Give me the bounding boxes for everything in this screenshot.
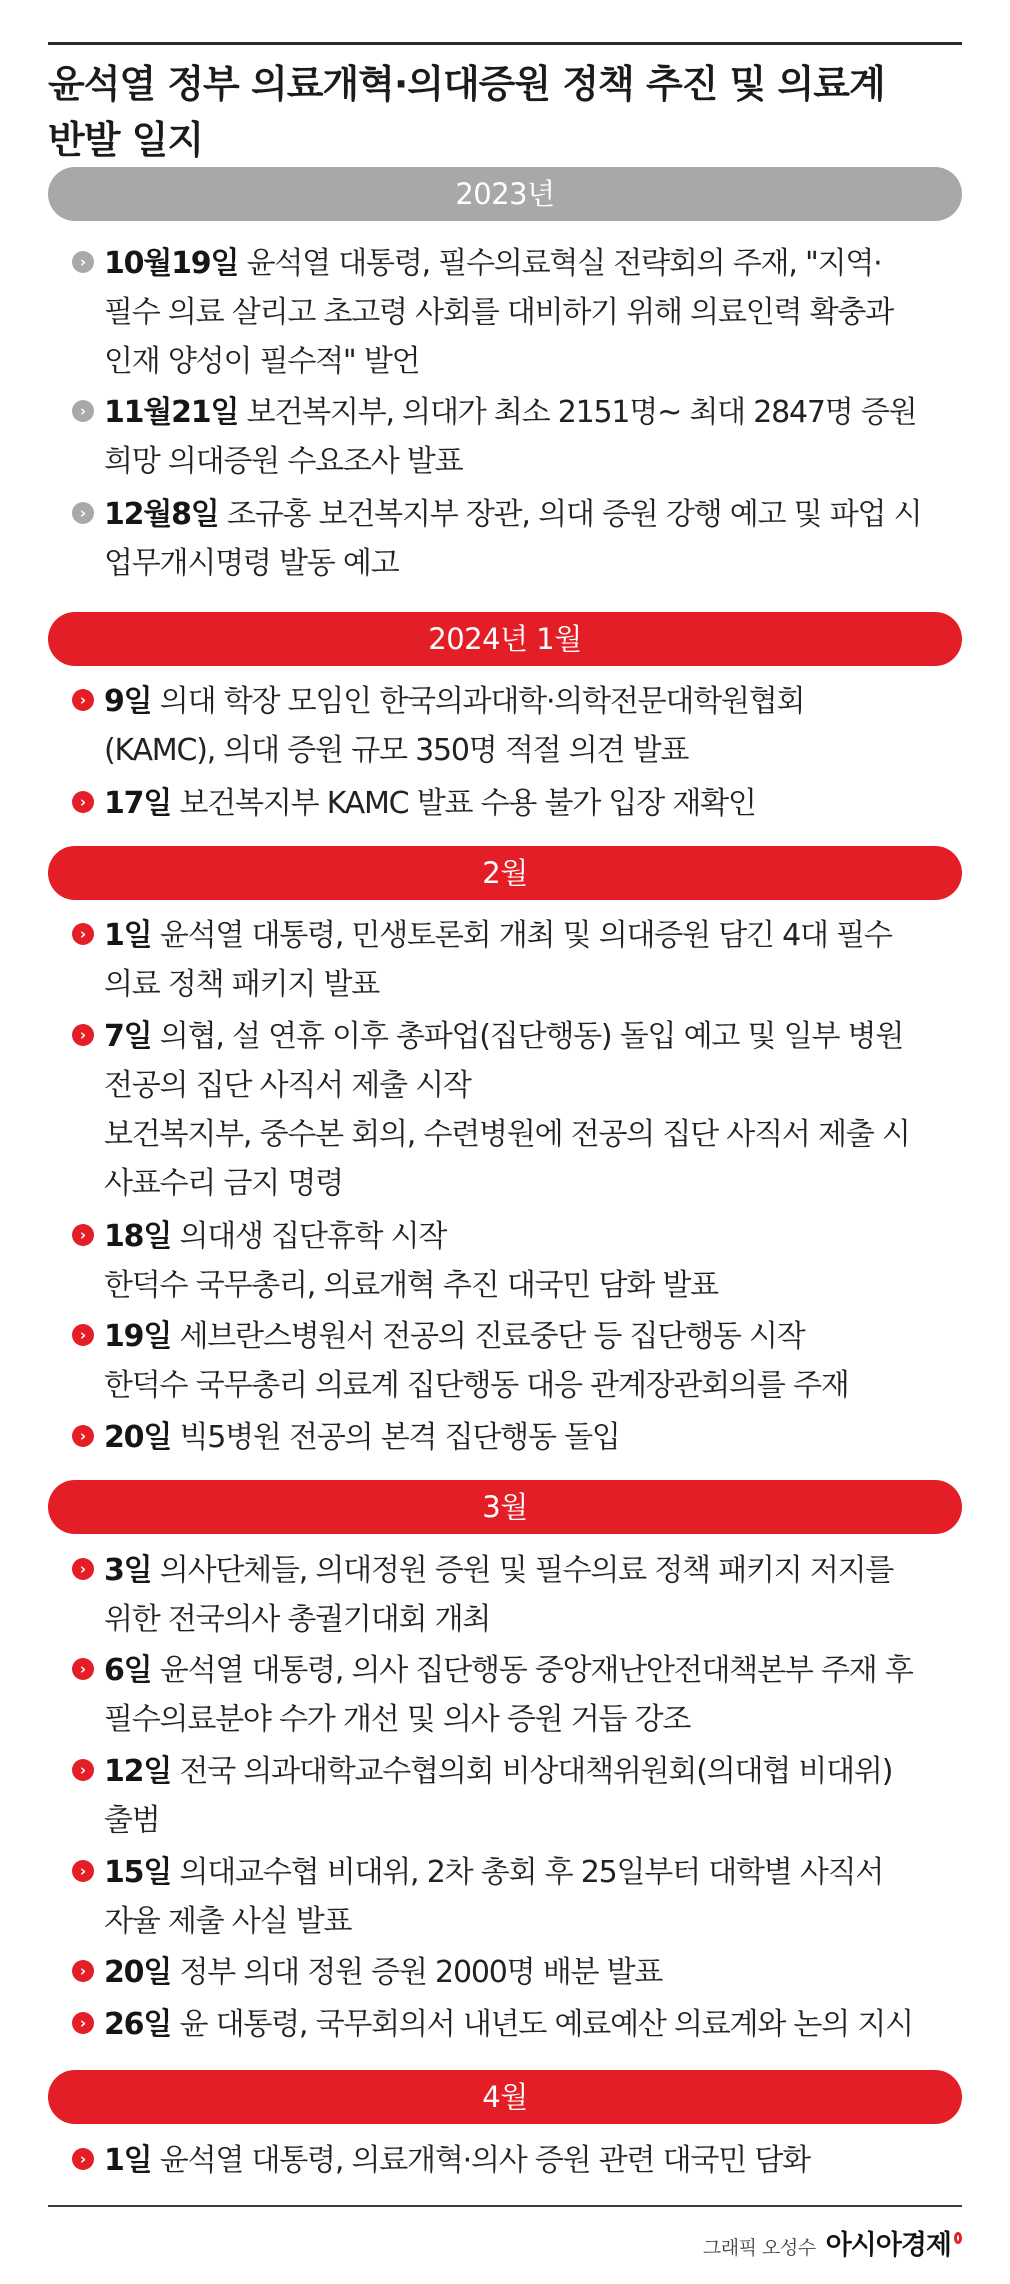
timeline-item: [72, 239, 962, 386]
chevron-bullet-icon: ›: [72, 400, 94, 422]
timeline-item: [72, 1747, 962, 1845]
chevron-bullet-icon: ›: [72, 1324, 94, 1346]
timeline-item: [72, 1413, 962, 1462]
publisher-brand: 아시아경제: [825, 2230, 951, 2261]
item-text-line: 정부 의대 정원 증원 2000명 배분 발표: [171, 1955, 663, 1990]
timeline-item: [72, 2000, 962, 2049]
item-text-line: 세브란스병원서 전공의 진료중단 등 집단행동 시작: [171, 1319, 805, 1354]
item-date: 12월8일: [104, 497, 219, 532]
graphic-credit: [703, 2226, 962, 2268]
item-text-line: 빅5병원 전공의 본격 집단행동 돌입: [171, 1420, 620, 1455]
chevron-bullet-icon: ›: [72, 1224, 94, 1246]
timeline-item: [72, 1646, 962, 1744]
item-date: 12일: [104, 1754, 172, 1789]
timeline-item: [72, 1948, 962, 1997]
item-text-line: 보건복지부, 중수본 회의, 수련병원에 전공의 집단 사직서 제출 시: [104, 1117, 910, 1152]
chevron-bullet-icon: ›: [72, 689, 94, 711]
section-header-2024-january: 2024년 1월: [48, 612, 962, 666]
item-date: 6일: [104, 1653, 152, 1688]
item-date: 1일: [104, 918, 152, 953]
timeline-item: [72, 2136, 962, 2185]
item-text-line: 업무개시명령 발동 예고: [104, 546, 399, 581]
section-header-2023: 2023년: [48, 167, 962, 221]
timeline-item: [72, 779, 962, 828]
section-header-april: 4월: [48, 2070, 962, 2124]
item-text-line: 희망 의대증원 수요조사 발표: [104, 444, 463, 479]
item-text-line: 의료 정책 패키지 발표: [104, 967, 380, 1002]
brand-mark-icon: [954, 2232, 962, 2244]
credit-text: 그래픽 오성수: [702, 2237, 816, 2259]
top-divider: [48, 42, 962, 45]
title-line-2: 반발 일지: [48, 118, 204, 162]
item-text-line: 의대생 집단휴학 시작: [171, 1219, 447, 1254]
item-text-line: 전공의 집단 사직서 제출 시작: [104, 1068, 471, 1103]
chevron-bullet-icon: ›: [72, 1024, 94, 1046]
item-text-line: 조규홍 보건복지부 장관, 의대 증원 강행 예고 및 파업 시: [218, 497, 922, 532]
timeline-item: [72, 1312, 962, 1410]
item-date: 3일: [104, 1553, 152, 1588]
bottom-divider: [48, 2205, 962, 2207]
item-text-line: 의사단체들, 의대정원 증원 및 필수의료 정책 패키지 저지를: [151, 1553, 894, 1588]
item-text-line: 위한 전국의사 총궐기대회 개최: [104, 1602, 491, 1637]
chevron-bullet-icon: ›: [72, 1759, 94, 1781]
item-text-line: 윤석열 대통령, 의료개혁·의사 증원 관련 대국민 담화: [151, 2143, 810, 2178]
item-text-line: 필수의료분야 수가 개선 및 의사 증원 거듭 강조: [104, 1702, 691, 1737]
item-date: 17일: [104, 786, 172, 821]
chevron-bullet-icon: ›: [72, 502, 94, 524]
timeline-item: [72, 677, 962, 775]
item-date: 7일: [104, 1019, 152, 1054]
item-text-line: 윤 대통령, 국무회의서 내년도 예료예산 의료계와 논의 지시: [171, 2007, 913, 2042]
timeline-item: [72, 1212, 962, 1310]
timeline-item: [72, 1012, 962, 1208]
item-text-line: 의협, 설 연휴 이후 총파업(집단행동) 돌입 예고 및 일부 병원: [151, 1019, 904, 1054]
section-header-march: 3월: [48, 1480, 962, 1534]
item-date: 10월19일: [104, 246, 239, 281]
item-date: 26일: [104, 2007, 172, 2042]
item-date: 9일: [104, 684, 152, 719]
item-text-line: 의대 학장 모임인 한국의과대학·의학전문대학원협회: [151, 684, 805, 719]
chevron-bullet-icon: ›: [72, 2012, 94, 2034]
item-text-line: 윤석열 대통령, 의사 집단행동 중앙재난안전대책본부 주재 후: [151, 1653, 913, 1688]
item-text-line: 전국 의과대학교수협의회 비상대책위원회(의대협 비대위): [171, 1754, 893, 1789]
title-line-1: 윤석열 정부 의료개혁·의대증원 정책 추진 및 의료계: [48, 62, 885, 106]
chevron-bullet-icon: ›: [72, 1425, 94, 1447]
chevron-bullet-icon: ›: [72, 2148, 94, 2170]
timeline-item: [72, 911, 962, 1009]
item-text-line: 보건복지부, 의대가 최소 2151명~ 최대 2847명 증원: [238, 395, 917, 430]
chevron-bullet-icon: ›: [72, 1860, 94, 1882]
chevron-bullet-icon: ›: [72, 923, 94, 945]
item-date: 19일: [104, 1319, 172, 1354]
item-text-line: 한덕수 국무총리, 의료개혁 추진 대국민 담화 발표: [104, 1268, 718, 1303]
chevron-bullet-icon: ›: [72, 1658, 94, 1680]
chevron-bullet-icon: ›: [72, 1558, 94, 1580]
item-text-line: 자율 제출 사실 발표: [104, 1904, 352, 1939]
item-text-line: 의대교수협 비대위, 2차 총회 후 25일부터 대학별 사직서: [171, 1855, 884, 1890]
item-text-line: 필수 의료 살리고 초고령 사회를 대비하기 위해 의료인력 확충과: [104, 295, 893, 330]
item-date: 15일: [104, 1855, 172, 1890]
timeline-item: [72, 1546, 962, 1644]
chevron-bullet-icon: ›: [72, 1960, 94, 1982]
item-text-line: (KAMC), 의대 증원 규모 350명 적절 의견 발표: [104, 733, 689, 768]
timeline-item: [72, 1848, 962, 1946]
section-header-february: 2월: [48, 846, 962, 900]
page-title: [48, 56, 962, 168]
timeline-item: [72, 490, 962, 588]
item-date: 11월21일: [104, 395, 239, 430]
item-text-line: 한덕수 국무총리 의료계 집단행동 대응 관계장관회의를 주재: [104, 1368, 849, 1403]
timeline-item: [72, 388, 962, 486]
item-text-line: 윤석열 대통령, 민생토론회 개최 및 의대증원 담긴 4대 필수: [151, 918, 892, 953]
item-date: 20일: [104, 1955, 172, 1990]
chevron-bullet-icon: ›: [72, 791, 94, 813]
item-text-line: 윤석열 대통령, 필수의료혁실 전략회의 주재, "지역·: [238, 246, 882, 281]
item-text-line: 인재 양성이 필수적" 발언: [104, 344, 420, 379]
item-text-line: 사표수리 금지 명령: [104, 1166, 343, 1201]
item-date: 18일: [104, 1219, 172, 1254]
chevron-bullet-icon: ›: [72, 251, 94, 273]
item-date: 1일: [104, 2143, 152, 2178]
item-text-line: 보건복지부 KAMC 발표 수용 불가 입장 재확인: [171, 786, 756, 821]
item-date: 20일: [104, 1420, 172, 1455]
item-text-line: 출범: [104, 1803, 160, 1838]
